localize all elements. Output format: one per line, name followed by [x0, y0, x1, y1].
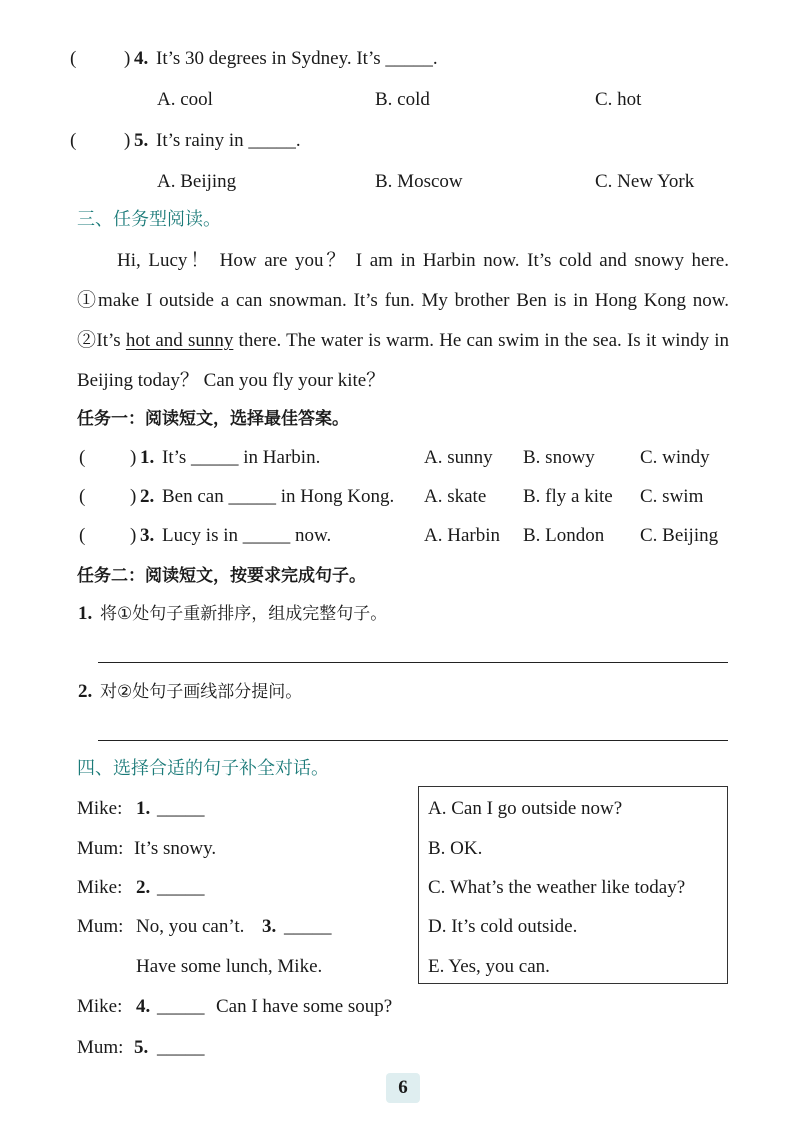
option-b[interactable]: B. Moscow — [375, 171, 463, 192]
answer-paren-open[interactable]: ( — [79, 486, 86, 507]
blank-number: 1. — [136, 798, 151, 819]
question-number: 2. — [140, 486, 155, 507]
section-3-heading: 三、任务型阅读。 — [77, 209, 221, 230]
answer-line-1[interactable] — [98, 662, 728, 663]
line-text: Have some lunch, Mike. — [136, 956, 323, 977]
reading-passage — [77, 241, 729, 401]
question-text: It’s _____ in Harbin. — [162, 447, 321, 468]
option-a[interactable]: A. skate — [424, 486, 487, 507]
option-c[interactable]: C. New York — [595, 171, 695, 192]
dialogue-option-a[interactable]: A. Can I go outside now? — [428, 798, 623, 819]
line-text: No, you can’t. — [136, 916, 245, 937]
task-1-heading: 任务一：阅读短文，选择最佳答案。 — [77, 409, 349, 429]
item-instruction: 对②处句子画线部分提问。 — [100, 682, 303, 702]
item-number: 2. — [78, 681, 93, 702]
option-b[interactable]: B. cold — [375, 89, 430, 110]
answer-paren-close: ) — [124, 48, 131, 69]
blank-number: 2. — [136, 877, 151, 898]
page-number: 6 — [386, 1073, 420, 1103]
answer-blank[interactable]: _____ — [157, 877, 205, 898]
answer-blank[interactable]: _____ — [157, 996, 205, 1017]
option-b[interactable]: B. fly a kite — [523, 486, 613, 507]
option-c[interactable]: C. windy — [640, 447, 710, 468]
option-a[interactable]: A. cool — [157, 89, 213, 110]
question-text: It’s 30 degrees in Sydney. It’s _____. — [156, 48, 438, 69]
line-text: Can I have some soup? — [216, 996, 393, 1017]
item-instruction: 将①处句子重新排序，组成完整句子。 — [100, 604, 388, 624]
question-number: 5. — [134, 130, 149, 151]
dialogue-option-b[interactable]: B. OK. — [428, 838, 483, 859]
answer-blank[interactable]: _____ — [157, 1037, 205, 1058]
question-text: Ben can _____ in Hong Kong. — [162, 486, 395, 507]
passage-text-1: Hi, Lucy！ How are you？ I am in Harbin now. It’s cold and snowy here. ①make I outside a can snowman. It’s fun. My brother Ben is in Hong Kong now. ②It’s — [77, 250, 729, 351]
dialogue-option-e[interactable]: E. Yes, you can. — [428, 956, 550, 977]
question-text: Lucy is in _____ now. — [162, 525, 332, 546]
blank-number: 5. — [134, 1037, 149, 1058]
option-c[interactable]: C. hot — [595, 89, 642, 110]
option-c[interactable]: C. Beijing — [640, 525, 719, 546]
answer-paren-close: ) — [130, 525, 137, 546]
question-text: It’s rainy in _____. — [156, 130, 301, 151]
answer-line-2[interactable] — [98, 740, 728, 741]
question-number: 1. — [140, 447, 155, 468]
speaker: Mum: — [77, 1037, 124, 1058]
option-b[interactable]: B. London — [523, 525, 605, 546]
section-4-heading: 四、选择合适的句子补全对话。 — [77, 758, 329, 779]
answer-paren-close: ) — [130, 486, 137, 507]
speaker: Mum: — [77, 916, 124, 937]
answer-paren-close: ) — [130, 447, 137, 468]
question-number: 3. — [140, 525, 155, 546]
item-number: 1. — [78, 603, 93, 624]
option-a[interactable]: A. Harbin — [424, 525, 500, 546]
dialogue-option-d[interactable]: D. It’s cold outside. — [428, 916, 578, 937]
speaker: Mum: — [77, 838, 124, 859]
answer-paren-open[interactable]: ( — [70, 130, 77, 151]
question-number: 4. — [134, 48, 149, 69]
option-c[interactable]: C. swim — [640, 486, 704, 507]
blank-number: 3. — [262, 916, 277, 937]
answer-blank[interactable]: _____ — [157, 798, 205, 819]
blank-number: 4. — [136, 996, 151, 1017]
speaker: Mike: — [77, 996, 123, 1017]
option-b[interactable]: B. snowy — [523, 447, 595, 468]
answer-paren-close: ) — [124, 130, 131, 151]
speaker: Mike: — [77, 877, 123, 898]
dialogue-option-c[interactable]: C. What’s the weather like today? — [428, 877, 686, 898]
option-a[interactable]: A. Beijing — [157, 171, 237, 192]
passage-text-2: there. The water is warm. He can swim in the sea. Is it windy in Beijing today？ Can you fly your kite？ — [77, 330, 730, 391]
speaker: Mike: — [77, 798, 123, 819]
answer-paren-open[interactable]: ( — [70, 48, 77, 69]
answer-blank[interactable]: _____ — [284, 916, 332, 937]
answer-paren-open[interactable]: ( — [79, 447, 86, 468]
answer-paren-open[interactable]: ( — [79, 525, 86, 546]
line-text: It’s snowy. — [134, 838, 217, 859]
passage-underlined: hot and sunny — [125, 330, 234, 351]
task-2-heading: 任务二：阅读短文，按要求完成句子。 — [77, 566, 366, 586]
option-a[interactable]: A. sunny — [424, 447, 493, 468]
